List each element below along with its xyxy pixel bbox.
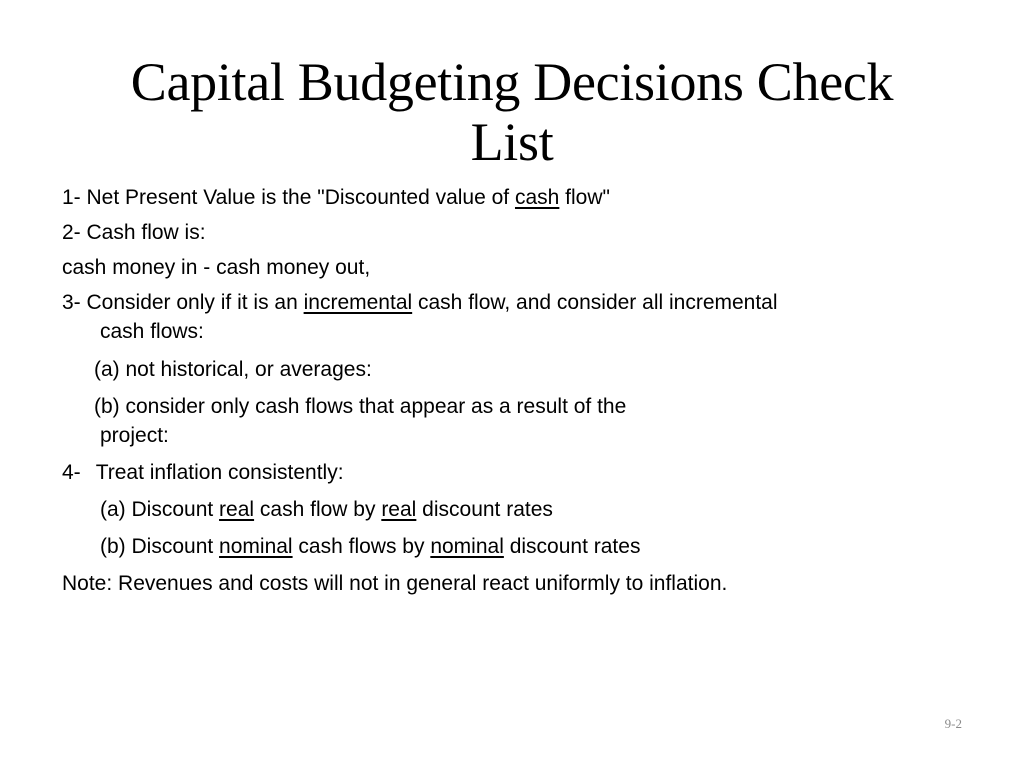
item-4b-text-1: (b) Discount xyxy=(100,535,220,558)
note: Note: Revenues and costs will not in general react uniformly to inflation. xyxy=(62,572,728,595)
item-1-suffix: flow" xyxy=(559,186,610,209)
item-4-number: 4- xyxy=(62,461,81,484)
item-4b xyxy=(62,532,972,561)
item-1-text: 1- Net Present Value is the "Discounted value of xyxy=(62,186,515,209)
item-1-underlined: cash xyxy=(514,186,560,209)
item-4a-text-2: cash flow by xyxy=(254,498,382,521)
item-4a xyxy=(62,495,972,524)
item-3 xyxy=(62,288,972,317)
item-3-text: 3- Consider only if it is an xyxy=(62,291,304,314)
item-4a-underlined-1: real xyxy=(219,498,255,521)
item-4a-text-3: discount rates xyxy=(416,498,553,521)
item-4b-underlined-1: nominal xyxy=(219,535,293,558)
item-4a-text-1: (a) Discount xyxy=(100,498,220,521)
item-3b-continuation: project: xyxy=(100,424,169,447)
item-3a: (a) not historical, or averages: xyxy=(94,358,372,381)
item-4a-underlined-2: real xyxy=(381,498,417,521)
item-2-detail: cash money in - cash money out, xyxy=(62,256,371,279)
item-2: 2- Cash flow is: xyxy=(62,221,206,244)
item-4b-text-3: discount rates xyxy=(503,535,641,558)
title-line-2: List xyxy=(470,112,554,172)
item-3-underlined: incremental xyxy=(303,291,413,314)
item-3b: (b) consider only cash flows that appear as a result of the xyxy=(94,395,627,418)
item-1 xyxy=(62,183,972,212)
slide-body xyxy=(62,183,972,598)
item-4 xyxy=(62,458,972,487)
item-4b-text-2: cash flows by xyxy=(292,535,431,558)
item-4b-underlined-2: nominal xyxy=(430,535,504,558)
item-4-text: Treat inflation consistently: xyxy=(95,461,344,484)
item-3-suffix: cash flow, and consider all incremental xyxy=(412,291,778,314)
page-number: 9-2 xyxy=(944,716,962,731)
slide-title xyxy=(60,52,964,172)
title-line-1: Capital Budgeting Decisions Check xyxy=(130,52,894,112)
item-3-continuation: cash flows: xyxy=(100,320,204,343)
